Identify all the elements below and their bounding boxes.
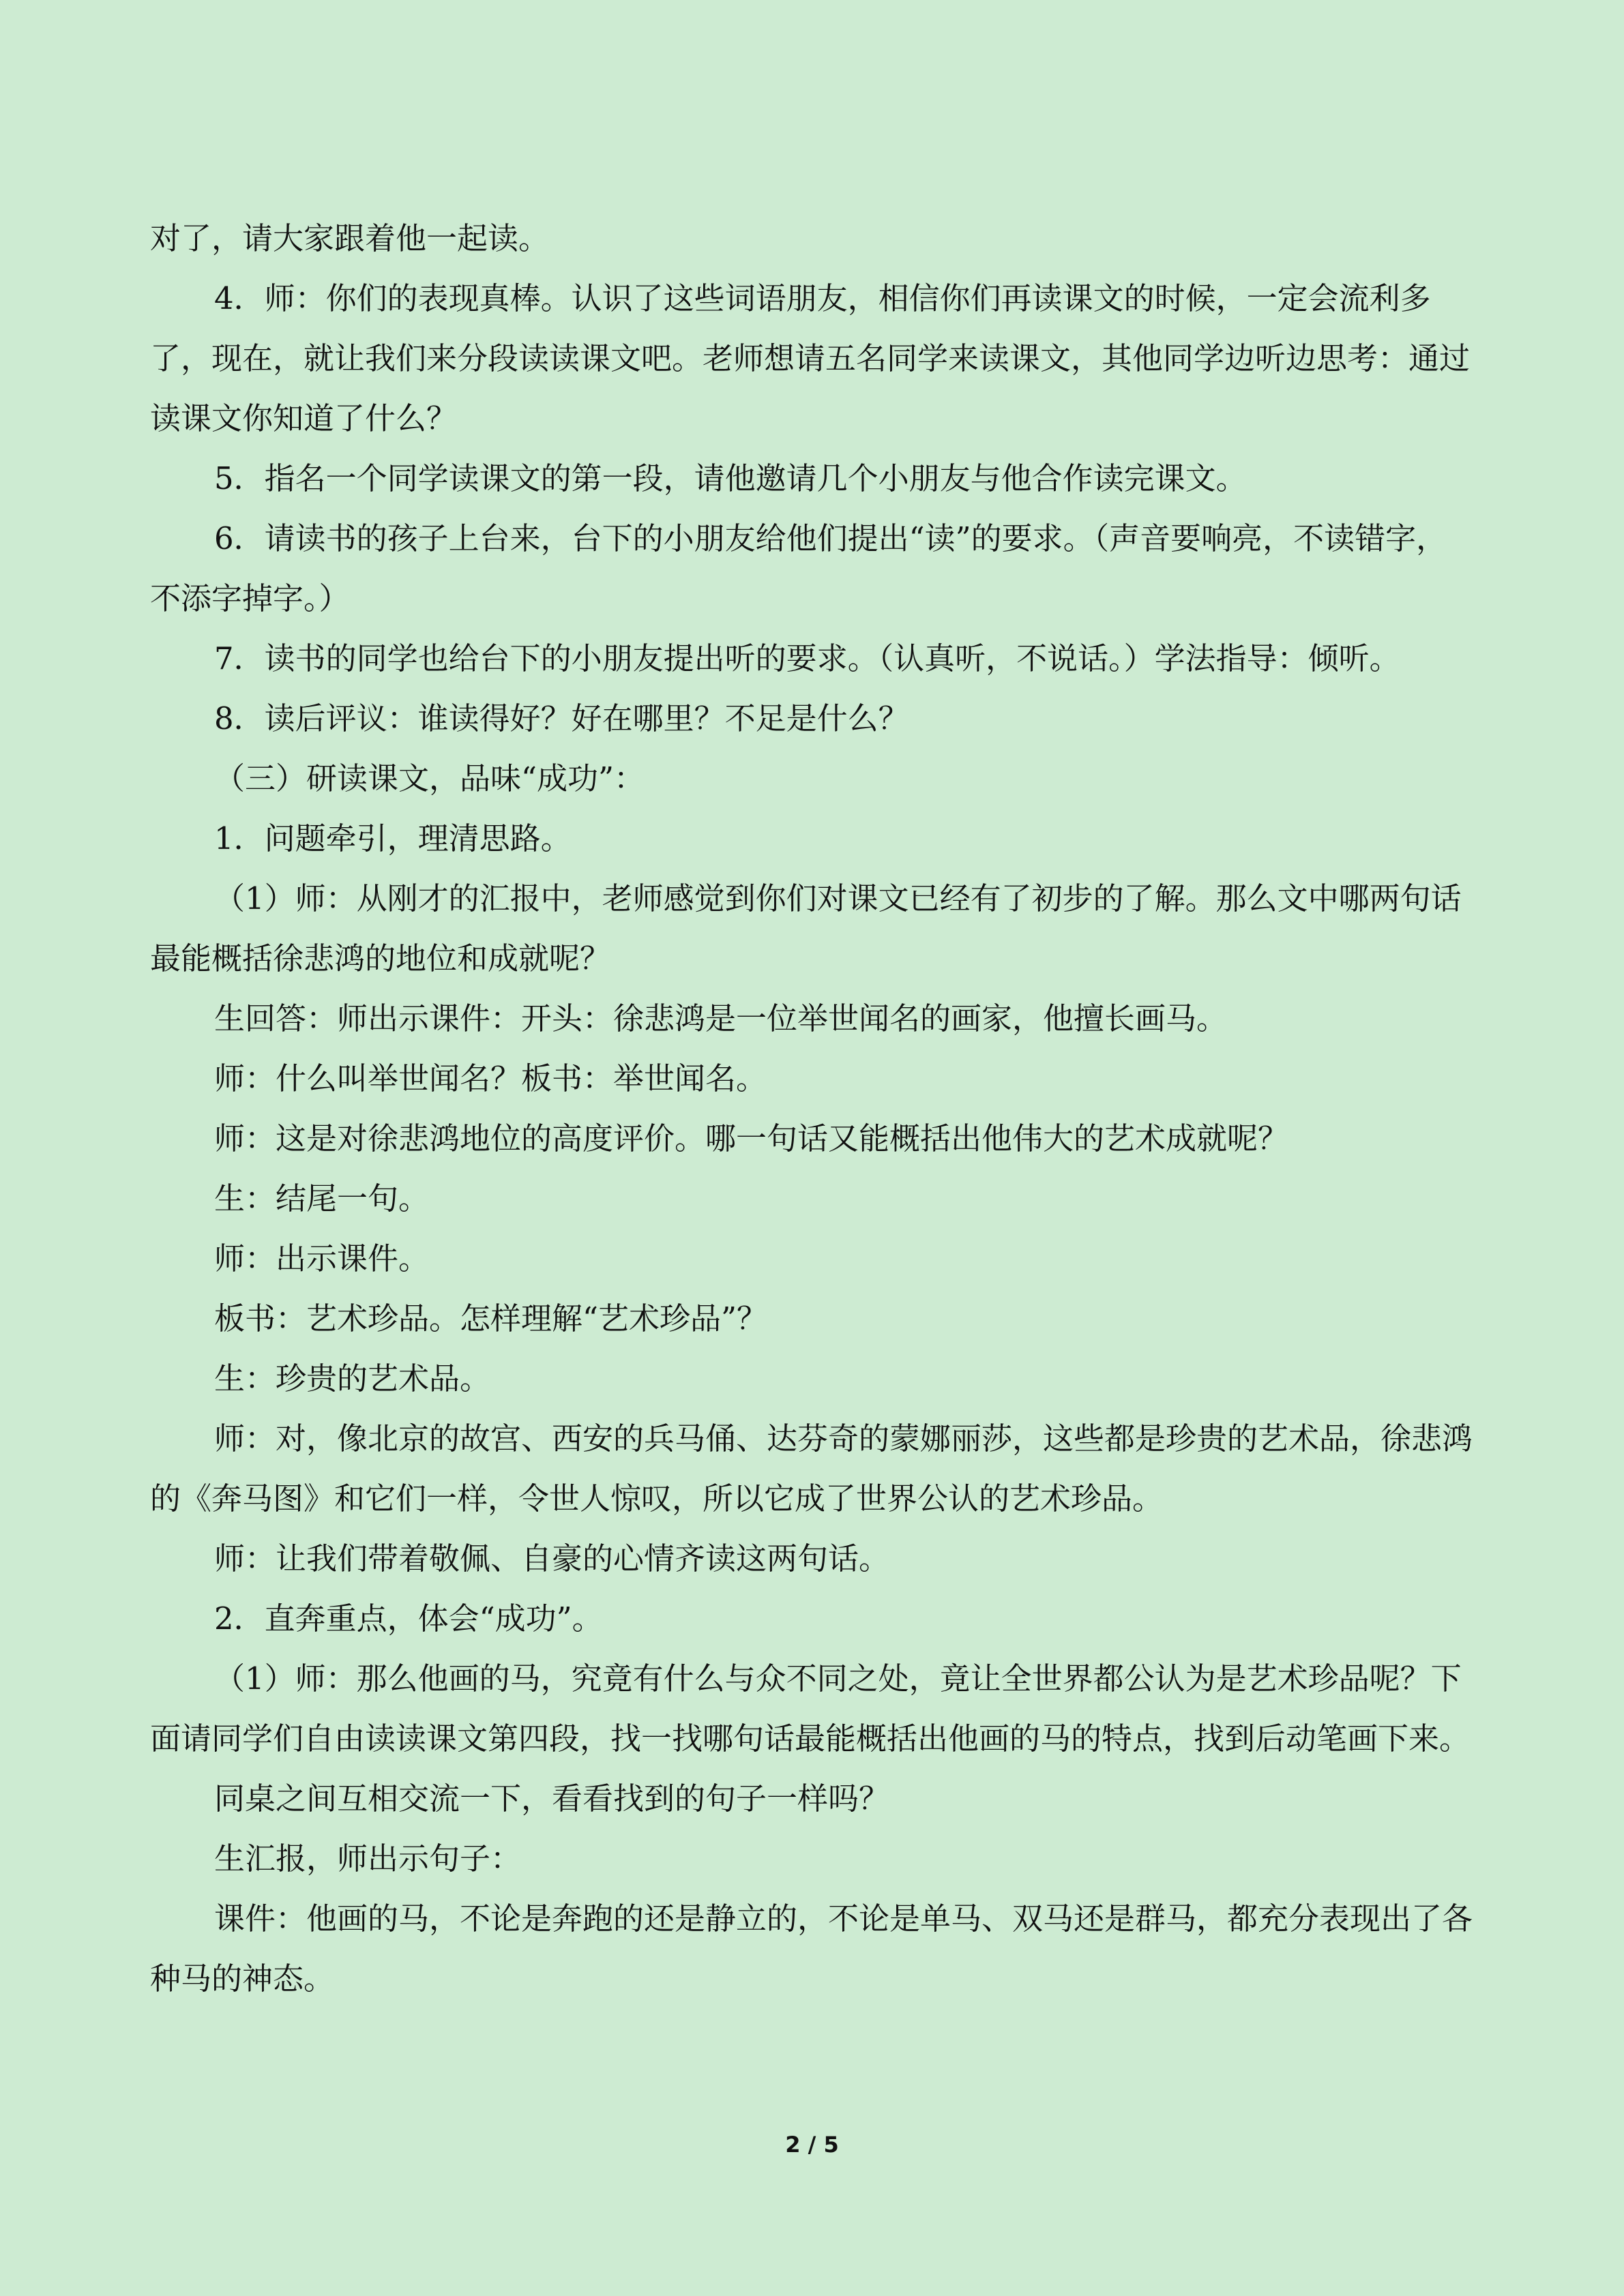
paragraph: 2．直奔重点，体会“成功”。 bbox=[214, 1600, 603, 1637]
paragraph: 课件：他画的马，不论是奔跑的还是静立的，不论是单马、双马还是群马，都充分表现出了各种马的神态。 bbox=[150, 1900, 1473, 1997]
paragraph: 生汇报，师出示句子： bbox=[214, 1840, 522, 1877]
paragraph: 师：对，像北京的故宫、西安的兵马俑、达芬奇的蒙娜丽莎，这些都是珍贵的艺术品，徐悲鸿的《奔马图》和它们一样，令世人惊叹，所以它成了世界公认的艺术珍品。 bbox=[150, 1420, 1473, 1517]
paragraph: 师：让我们带着敬佩、自豪的心情齐读这两句话。 bbox=[214, 1540, 890, 1577]
paragraph: 8．读后评议：谁读得好？好在哪里？不足是什么？ bbox=[214, 700, 909, 736]
paragraph: 对了，请大家跟着他一起读。 bbox=[150, 220, 550, 256]
paragraph: 6．请读书的孩子上台来，台下的小朋友给他们提出“读”的要求。（声音要响亮，不读错字，不添字掉字。） bbox=[150, 520, 1447, 616]
paragraph: 师：什么叫举世闻名？板书：举世闻名。 bbox=[214, 1060, 767, 1097]
page-number: 2 / 5 bbox=[785, 2132, 839, 2158]
document-body bbox=[150, 209, 1475, 2009]
paragraph: （三）研读课文，品味“成功”： bbox=[214, 760, 645, 796]
paragraph: 1．问题牵引，理清思路。 bbox=[214, 820, 572, 856]
paragraph: 板书：艺术珍品。怎样理解“艺术珍品”？ bbox=[214, 1300, 768, 1337]
paragraph: 4．师：你们的表现真棒。认识了这些词语朋友，相信你们再读课文的时候，一定会流利多了，现在，就让我们来分段读读课文吧。老师想请五名同学来读课文，其他同学边听边思考：通过读课文你知道了什么？ bbox=[150, 280, 1471, 436]
paragraph: 生：结尾一句。 bbox=[214, 1180, 430, 1217]
paragraph: 同桌之间互相交流一下，看看找到的句子一样吗？ bbox=[214, 1780, 890, 1817]
paragraph: 生：珍贵的艺术品。 bbox=[214, 1360, 491, 1397]
paragraph: （1）师：那么他画的马，究竟有什么与众不同之处，竟让全世界都公认为是艺术珍品呢？下面请同学们自由读读课文第四段，找一找哪句话最能概括出他画的马的特点，找到后动笔画下来。 bbox=[150, 1660, 1471, 1757]
paragraph: 5．指名一个同学读课文的第一段，请他邀请几个小朋友与他合作读完课文。 bbox=[214, 460, 1247, 496]
paragraph: 7．读书的同学也给台下的小朋友提出听的要求。（认真听，不说话。）学法指导：倾听。 bbox=[214, 640, 1400, 676]
paragraph: 师：这是对徐悲鸿地位的高度评价。哪一句话又能概括出他伟大的艺术成就呢？ bbox=[214, 1120, 1289, 1157]
paragraph: （1）师：从刚才的汇报中，老师感觉到你们对课文已经有了初步的了解。那么文中哪两句话最能概括徐悲鸿的地位和成就呢？ bbox=[150, 880, 1462, 976]
paragraph: 生回答：师出示课件：开头：徐悲鸿是一位举世闻名的画家，他擅长画马。 bbox=[214, 1000, 1228, 1037]
paragraph: 师：出示课件。 bbox=[214, 1240, 430, 1277]
